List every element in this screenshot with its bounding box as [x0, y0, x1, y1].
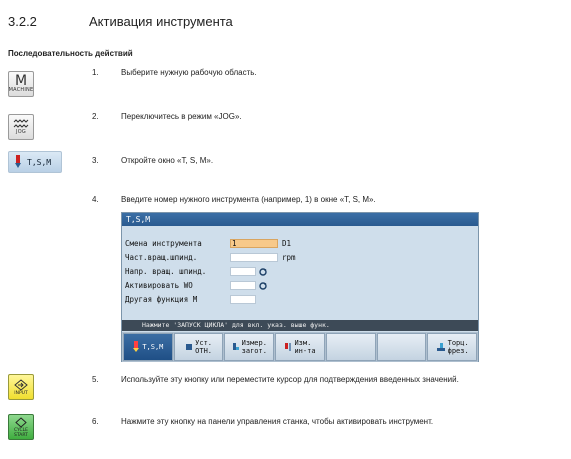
jog-key-label: JOG — [16, 129, 26, 135]
cycle-start-key-icon — [8, 414, 34, 440]
step-3-number: 3. — [92, 156, 99, 165]
cycle-start-key-label-1: CYCLE — [13, 427, 29, 433]
step-1-number: 1. — [92, 68, 99, 77]
softkey-label: фрез. — [447, 347, 469, 355]
softkey-tsm[interactable] — [123, 333, 173, 361]
tsm-window-title: T,S,M — [122, 213, 478, 226]
spindle-speed-label: Част.вращ.шпинд. — [125, 253, 198, 262]
tool-number-field[interactable]: 1 — [230, 239, 278, 248]
step-6-number: 6. — [92, 417, 99, 426]
softkey-label: ОТН. — [195, 347, 212, 355]
machine-key-icon — [8, 71, 34, 97]
step-2-number: 2. — [92, 112, 99, 121]
input-key-icon — [8, 374, 34, 400]
jog-key-icon — [8, 114, 34, 140]
softkey-label: Изм. — [294, 339, 312, 347]
softkey-face-milling[interactable] — [427, 333, 477, 361]
tsm-softkey-label: T,S,M — [27, 157, 52, 167]
input-key-label: INPUT — [14, 390, 28, 396]
procedure-subheading: Последовательность действий — [8, 49, 133, 58]
tool-icon — [132, 341, 140, 353]
step-3-text: Откройте окно «T, S, M». — [121, 156, 214, 165]
spindle-direction-label: Напр. вращ. шпинд. — [125, 267, 207, 276]
softkey-label: ин-та — [294, 347, 316, 355]
machine-key-letter: M — [14, 73, 28, 89]
softkey-empty[interactable] — [377, 333, 427, 361]
softkey-label: Измер. — [241, 339, 267, 347]
face-milling-icon — [436, 342, 446, 352]
step-6-text: Нажмите эту кнопку на панели управления станка, чтобы активировать инструмент. — [121, 417, 434, 426]
jog-wave-icon — [13, 119, 29, 129]
other-m-function-field[interactable] — [230, 295, 256, 304]
measure-tool-icon — [284, 342, 292, 352]
softkey-empty[interactable] — [326, 333, 376, 361]
step-1-text: Выберите нужную рабочую область. — [121, 68, 257, 77]
activate-wo-field[interactable] — [230, 281, 256, 290]
softkey-label: Торц. — [447, 339, 469, 347]
toggle-cycle-icon[interactable] — [259, 282, 267, 290]
softkey-bar — [122, 332, 478, 362]
spindle-direction-field[interactable] — [230, 267, 256, 276]
softkey-measure-tool[interactable] — [275, 333, 325, 361]
softkey-label: T,S,M — [142, 343, 164, 351]
measure-workpiece-icon — [232, 342, 240, 352]
step-2-text: Переключитесь в режим «JOG». — [121, 112, 242, 121]
softkey-label: загот. — [241, 347, 267, 355]
cycle-start-key-label-2: START — [14, 432, 28, 438]
softkey-set-rel[interactable] — [174, 333, 224, 361]
spindle-speed-unit: rpm — [282, 253, 296, 262]
tool-icon — [13, 155, 23, 169]
other-m-function-label: Другая функция M — [125, 295, 198, 304]
input-diamond-icon — [14, 379, 28, 391]
tsm-softkey-icon — [8, 151, 62, 173]
step-5-text: Используйте эту кнопку или переместите курсор для подтверждения введенных значений. — [121, 375, 459, 384]
activate-wo-label: Активировать WO — [125, 281, 193, 290]
step-5-number: 5. — [92, 375, 99, 384]
step-4-text: Введите номер нужного инструмента (например, 1) в окне «T, S, M». — [121, 195, 376, 204]
tsm-window-screenshot — [121, 212, 479, 362]
machine-key-label: MACHINE — [8, 87, 34, 93]
set-rel-icon — [185, 342, 193, 352]
tool-d-number: D1 — [282, 239, 292, 248]
step-4-number: 4. — [92, 195, 99, 204]
tool-change-label: Смена инструмента — [125, 239, 202, 248]
softkey-label: Уст. — [195, 339, 212, 347]
cycle-start-diamond-icon — [14, 417, 28, 428]
toggle-cycle-icon[interactable] — [259, 268, 267, 276]
status-line: Нажмите 'ЗАПУСК ЦИКЛА' для вкл. указ. выше функ. — [122, 320, 478, 331]
spindle-speed-field[interactable] — [230, 253, 278, 262]
section-number: 3.2.2 — [8, 14, 37, 29]
softkey-measure-workpiece[interactable] — [224, 333, 274, 361]
section-title: Активация инструмента — [89, 14, 233, 29]
